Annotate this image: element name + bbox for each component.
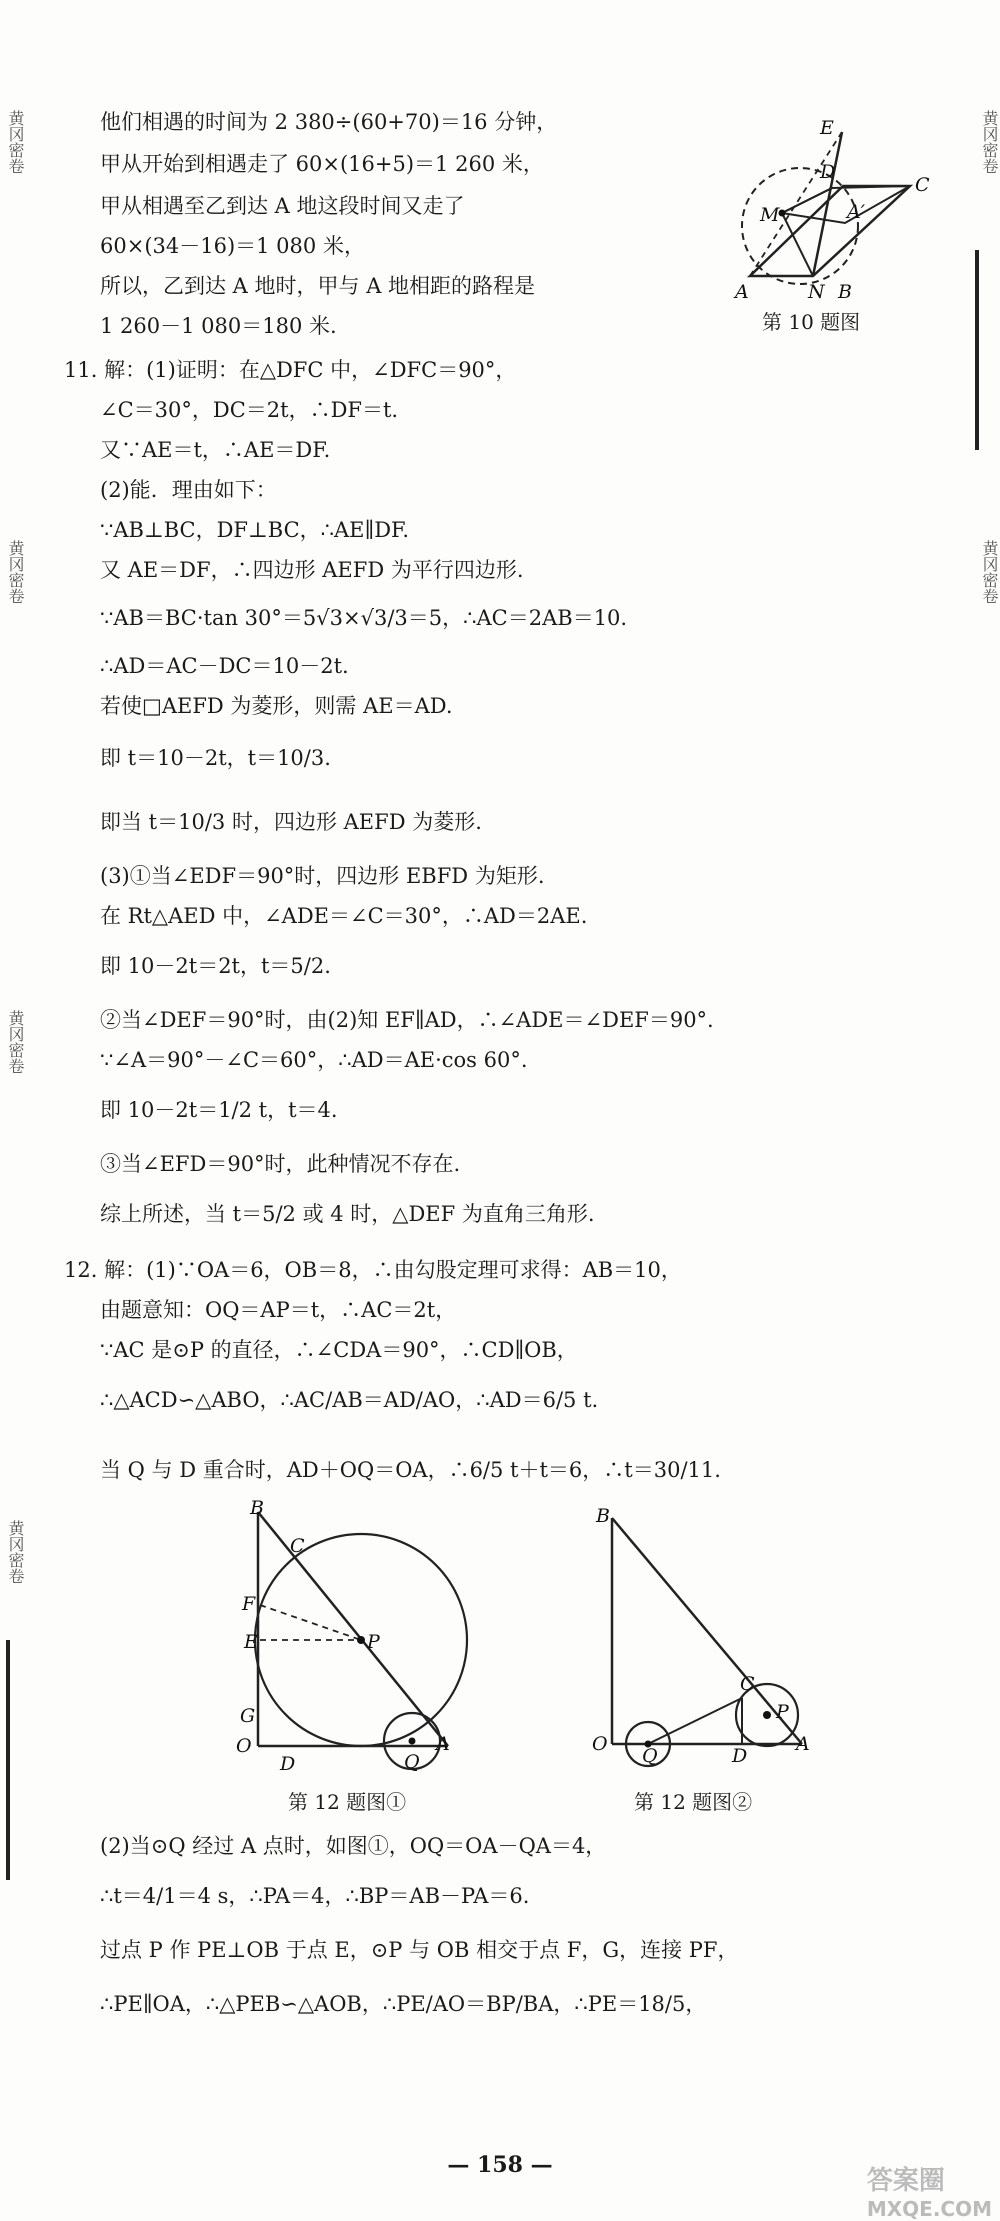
fig12a-label-e: E <box>244 1631 258 1653</box>
fig12b-label-b: B <box>596 1505 610 1527</box>
fig12b-label-o: O <box>592 1733 608 1755</box>
side-mark-left-3: 黄冈密卷 <box>6 1010 25 1074</box>
fig12a-label-b: B <box>250 1497 264 1519</box>
p11-line-17: 即 10－2t＝1/2 t，t＝4. <box>100 1098 338 1122</box>
p11-line-18: ③当∠EFD＝90°时，此种情况不存在. <box>100 1152 461 1176</box>
fig10-label-m: M <box>760 204 780 226</box>
p12-line-4: ∴△ACD∽△ABO，∴AC/AB＝AD/AO，∴AD＝6/5 t. <box>100 1388 599 1412</box>
figure-12-1 <box>230 1497 490 1780</box>
fig12b-label-p: P <box>776 1701 789 1723</box>
side-mark-left-4: 黄冈密卷 <box>6 1520 25 1584</box>
p11-line-3: 又∵AE＝t，∴AE＝DF. <box>100 438 331 462</box>
fig10-label-b: B <box>838 281 852 303</box>
fig12b-label-d: D <box>732 1745 748 1767</box>
fig12a-label-g: G <box>240 1705 256 1727</box>
fig12a-label-a: A <box>436 1733 450 1755</box>
watermark <box>867 2160 992 2221</box>
fig12a-label-f: F <box>242 1593 256 1615</box>
p12-line-6: (2)当⊙Q 经过 A 点时，如图①，OQ＝OA－QA＝4， <box>100 1834 607 1858</box>
p12-line-7: ∴t＝4/1＝4 s，∴PA＝4，∴BP＝AB－PA＝6. <box>100 1884 530 1908</box>
p10-line-5: 所以，乙到达 A 地时，甲与 A 地相距的路程是 <box>100 274 536 298</box>
p11-line-11: 即当 t＝10/3 时，四边形 AEFD 为菱形. <box>100 810 482 834</box>
p11-line-8: ∴AD＝AC－DC＝10－2t. <box>100 654 349 678</box>
fig12a-label-q: Q <box>404 1751 420 1773</box>
fig10-label-d: D <box>820 161 836 183</box>
fig12a-label-p: P <box>367 1631 380 1653</box>
side-mark-left-1: 黄冈密卷 <box>6 110 25 174</box>
fig12a-label-d: D <box>280 1753 296 1775</box>
p12-line-8: 过点 P 作 PE⊥OB 于点 E，⊙P 与 OB 相交于点 F，G，连接 PF， <box>100 1938 739 1962</box>
p11-line-13: 在 Rt△AED 中，∠ADE＝∠C＝30°，∴AD＝2AE. <box>100 904 588 928</box>
p12-line-1: 12. 解：(1)∵OA＝6，OB＝8，∴由勾股定理可求得：AB＝10， <box>64 1258 682 1282</box>
figure-12-1-caption: 第 12 题图① <box>288 1790 407 1814</box>
figure-10 <box>720 118 960 318</box>
p11-line-15: ②当∠DEF＝90°时，由(2)知 EF∥AD，∴∠ADE＝∠DEF＝90°. <box>100 1008 714 1032</box>
fig12b-label-a: A <box>796 1733 810 1755</box>
side-bar-right <box>975 250 979 450</box>
p11-line-5: ∵AB⊥BC，DF⊥BC，∴AE∥DF. <box>100 518 410 542</box>
page-number: — 158 — <box>447 2152 553 2178</box>
fig10-label-n: N <box>808 281 825 303</box>
fig10-label-e: E <box>820 117 834 139</box>
fig10-label-c: C <box>915 174 930 196</box>
watermark-url: MXQE.COM <box>866 2197 992 2221</box>
p12-line-2: 由题意知：OQ＝AP＝t，∴AC＝2t， <box>100 1298 457 1322</box>
p11-line-12: (3)①当∠EDF＝90°时，四边形 EBFD 为矩形. <box>100 864 545 888</box>
p10-line-3: 甲从相遇至乙到达 A 地这段时间又走了 <box>100 194 465 218</box>
fig12a-label-o: O <box>236 1735 252 1757</box>
p10-line-4: 60×(34－16)＝1 080 米， <box>100 234 365 258</box>
figure-12-2-caption: 第 12 题图② <box>634 1790 753 1814</box>
p11-line-14: 即 10－2t＝2t，t＝5/2. <box>100 954 331 978</box>
p11-line-4: (2)能．理由如下： <box>100 478 277 502</box>
figure-10-caption: 第 10 题图 <box>762 310 861 334</box>
p12-line-5: 当 Q 与 D 重合时，AD＋OQ＝OA，∴6/5 t＋t＝6，∴t＝30/11. <box>100 1458 721 1482</box>
side-mark-right-2: 黄冈密卷 <box>980 540 999 604</box>
fig12a-label-c: C <box>290 1535 305 1557</box>
side-mark-right-1: 黄冈密卷 <box>980 110 999 174</box>
p12-line-9: ∴PE∥OA，∴△PEB∽△AOB，∴PE/AO＝BP/BA，∴PE＝18/5， <box>100 1992 707 2016</box>
p10-line-6: 1 260－1 080＝180 米. <box>100 314 337 338</box>
side-mark-left-2: 黄冈密卷 <box>6 540 25 604</box>
fig10-label-a: A <box>735 281 749 303</box>
side-bar-left <box>6 1640 10 1880</box>
p11-line-1: 11. 解：(1)证明：在△DFC 中，∠DFC＝90°， <box>64 358 517 382</box>
p11-line-2: ∠C＝30°，DC＝2t，∴DF＝t. <box>100 398 399 422</box>
watermark-text: 答案圈 <box>866 2166 945 2196</box>
fig12b-label-q: Q <box>642 1745 658 1767</box>
p11-line-7: ∵AB＝BC·tan 30°＝5√3×√3/3＝5，∴AC＝2AB＝10. <box>100 606 628 630</box>
p11-line-16: ∵∠A＝90°－∠C＝60°，∴AD＝AE·cos 60°. <box>100 1048 528 1072</box>
p10-line-1: 他们相遇的时间为 2 380÷(60+70)＝16 分钟， <box>100 110 558 134</box>
fig10-label-a-prime: A′ <box>847 201 866 223</box>
p12-line-3: ∵AC 是⊙P 的直径，∴∠CDA＝90°，∴CD∥OB， <box>100 1338 578 1362</box>
fig12b-label-c: C <box>740 1673 755 1695</box>
p11-line-9: 若使□AEFD 为菱形，则需 AE＝AD. <box>100 694 453 718</box>
figure-12-2 <box>590 1505 850 1768</box>
p11-line-10: 即 t＝10－2t，t＝10/3. <box>100 746 331 770</box>
p11-line-19: 综上所述，当 t＝5/2 或 4 时，△DEF 为直角三角形. <box>100 1202 595 1226</box>
p11-line-6: 又 AE＝DF，∴四边形 AEFD 为平行四边形. <box>100 558 524 582</box>
p10-line-2: 甲从开始到相遇走了 60×(16+5)＝1 260 米， <box>100 152 544 176</box>
